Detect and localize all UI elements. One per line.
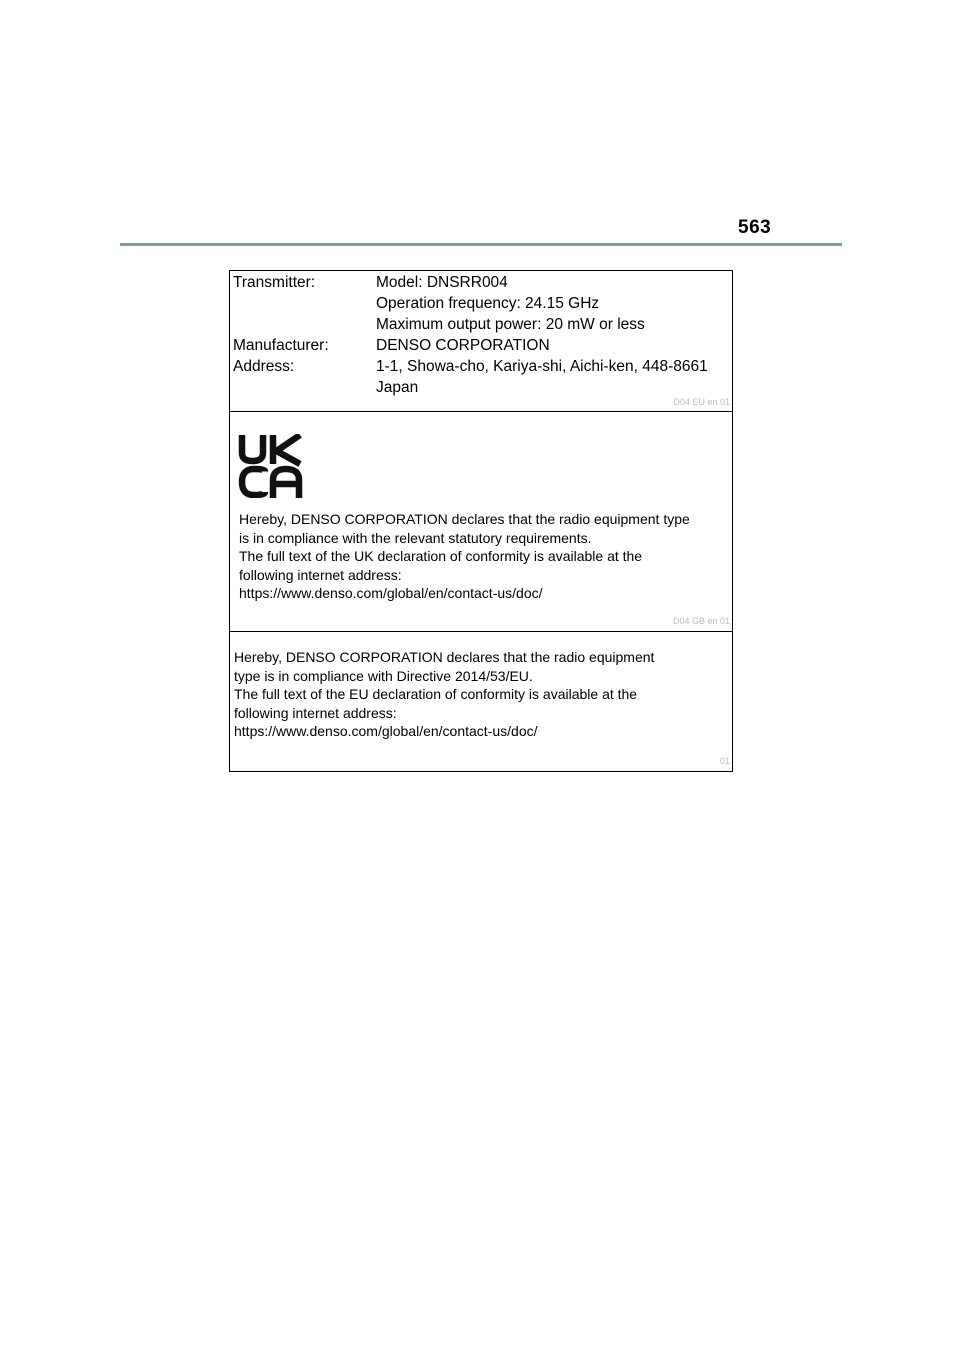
spec-code: D04 EU en 01 xyxy=(673,397,730,407)
spec-value-manufacturer: DENSO CORPORATION xyxy=(376,337,550,354)
eu-line-4: following internet address: xyxy=(234,704,397,721)
spec-value-model: Model: DNSRR004 xyxy=(376,274,508,291)
spec-label-manufacturer: Manufacturer: xyxy=(233,337,329,354)
eu-code: 01 xyxy=(719,756,730,766)
ukca-mark-icon xyxy=(238,434,304,498)
uk-declaration xyxy=(239,510,690,603)
uk-line-1: Hereby, DENSO CORPORATION declares that the radio equipment type xyxy=(239,511,690,527)
spec-section xyxy=(230,271,732,412)
uk-line-4: following internet address: xyxy=(239,566,402,583)
uk-line-3: The full text of the UK declaration of conformity is available at the xyxy=(239,548,643,564)
uk-code: D04 GB en 01 xyxy=(672,616,730,626)
spec-value-frequency: Operation frequency: 24.15 GHz xyxy=(376,295,600,312)
eu-section xyxy=(230,633,732,771)
eu-url: https://www.denso.com/global/en/contact-us/doc/ xyxy=(234,723,538,739)
spec-value-address: 1-1, Showa-cho, Kariya-shi, Aichi-ken, 448-8661 xyxy=(376,358,708,375)
page-number: 563 xyxy=(738,217,772,238)
uk-section xyxy=(230,412,732,632)
uk-line-2: is in compliance with the relevant statutory requirements. xyxy=(239,529,592,546)
uk-url: https://www.denso.com/global/en/contact-us/doc/ xyxy=(239,585,543,601)
eu-declaration xyxy=(234,648,654,741)
spec-label-address: Address: xyxy=(233,358,295,375)
compliance-label xyxy=(229,270,733,772)
spec-label-transmitter: Transmitter: xyxy=(233,274,316,291)
spec-value-power: Maximum output power: 20 mW or less xyxy=(376,316,645,333)
eu-line-2: type is in compliance with Directive 2014/53/EU. xyxy=(234,667,533,684)
spec-value-country: Japan xyxy=(376,379,419,396)
eu-line-3: The full text of the EU declaration of conformity is available at the xyxy=(234,686,638,702)
eu-line-1: Hereby, DENSO CORPORATION declares that the radio equipment xyxy=(234,649,655,665)
header-rule xyxy=(120,243,842,246)
